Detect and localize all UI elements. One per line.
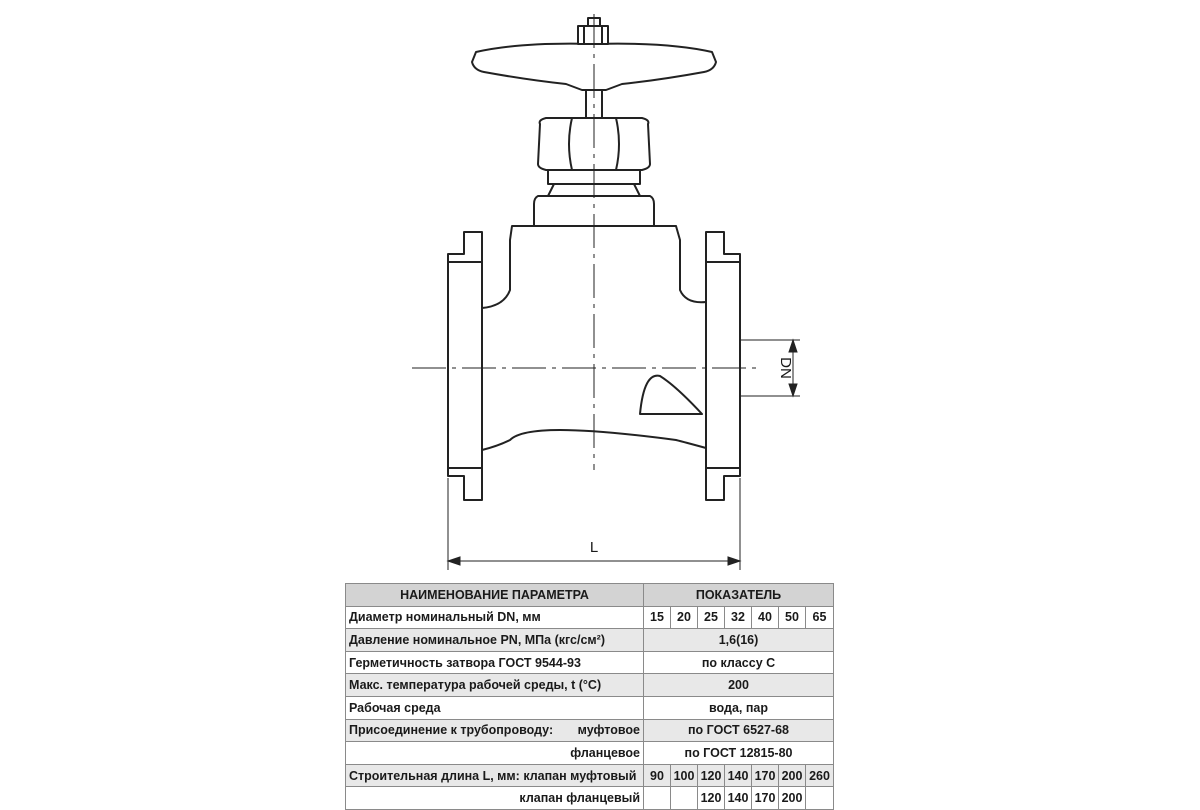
table-cell [806,787,834,810]
table-row-medium [346,696,834,719]
table-cell: 100 [671,764,698,787]
table-row-tightness [346,651,834,674]
table-cell: 40 [752,606,779,629]
coupling-label: муфтовое [577,723,640,738]
table-cell: 170 [752,764,779,787]
table-cell: 15 [644,606,671,629]
connection-label: Присоединение к трубопроводу: [349,723,554,738]
row-label: Рабочая среда [346,696,644,719]
table-cell: 170 [752,787,779,810]
table-cell: по классу С [644,651,834,674]
row-label: Макс. температура рабочей среды, t (°С) [346,674,644,697]
wheel-nut [578,26,608,44]
right-flange [706,232,740,500]
table-cell: 32 [725,606,752,629]
table-cell: 200 [779,764,806,787]
row-label: Давление номинальное PN, МПа (кгс/см²) [346,629,644,652]
row-label: клапан фланцевый [346,787,644,810]
table-cell: 200 [644,674,834,697]
table-cell: 50 [779,606,806,629]
table-cell [644,787,671,810]
table-row-dn [346,606,834,629]
table-header-row [346,584,834,607]
row-label: Герметичность затвора ГОСТ 9544-93 [346,651,644,674]
length-dimension-label: L [589,539,599,556]
flanged-label: фланцевое [346,742,644,765]
table-cell: по ГОСТ 12815-80 [644,742,834,765]
specifications-table [345,583,834,810]
left-flange [448,232,482,500]
diameter-dimension-label: DN [777,357,794,379]
table-cell: по ГОСТ 6527-68 [644,719,834,742]
row-label: Диаметр номинальный DN, мм [346,606,644,629]
row-label: Строительная длина L, мм: клапан муфтовый [346,764,644,787]
table-cell: 1,6(16) [644,629,834,652]
header-value: ПОКАЗАТЕЛЬ [644,584,834,607]
table-cell: 65 [806,606,834,629]
table-cell: 140 [725,787,752,810]
table-cell: вода, пар [644,696,834,719]
table-cell: 120 [698,764,725,787]
table-row-connection-coupling [346,719,834,742]
table-row-max-temp [346,674,834,697]
table-cell: 260 [806,764,834,787]
table-cell: 20 [671,606,698,629]
table-cell: 140 [725,764,752,787]
table-row-pn [346,629,834,652]
table-row-length-coupling [346,764,834,787]
table-cell: 200 [779,787,806,810]
header-param: НАИМЕНОВАНИЕ ПАРАМЕТРА [346,584,644,607]
table-cell: 25 [698,606,725,629]
table-row-connection-flanged [346,742,834,765]
table-cell: 90 [644,764,671,787]
row-label [346,719,644,742]
table-row-length-flanged [346,787,834,810]
table-cell: 120 [698,787,725,810]
table-cell [671,787,698,810]
